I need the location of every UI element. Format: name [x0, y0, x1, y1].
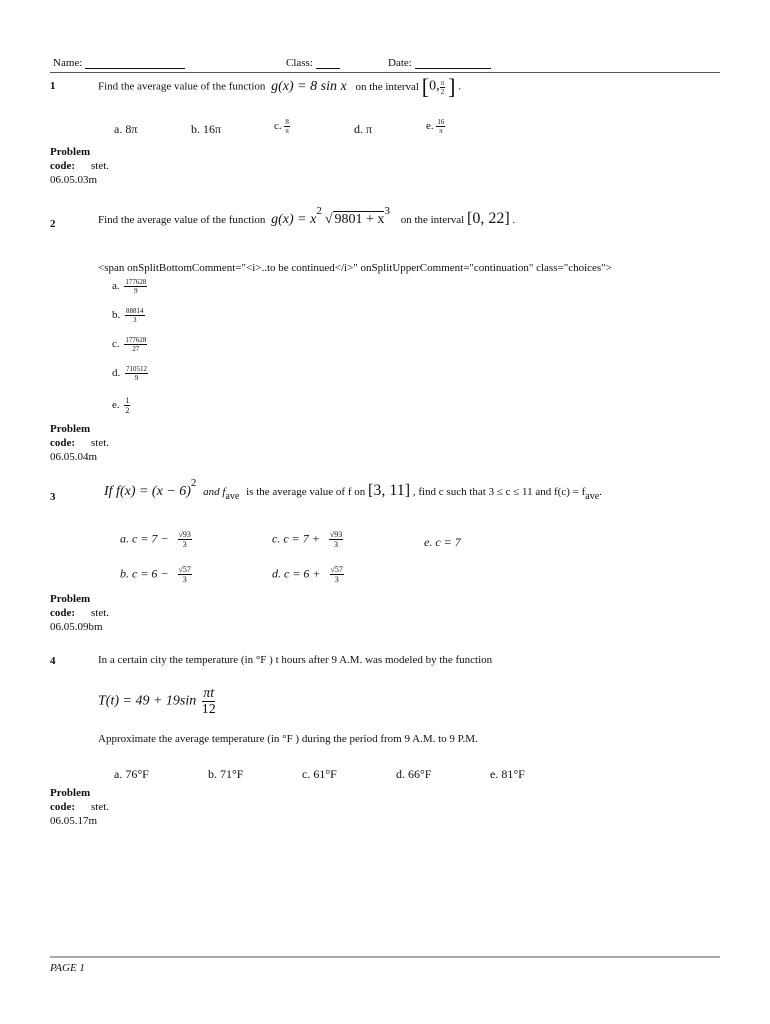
p3-choice-d[interactable] [272, 565, 344, 584]
class-field[interactable] [286, 56, 340, 69]
p3-choice-d-num: √57 [330, 565, 343, 574]
p1-choice-e-num: 16 [437, 118, 445, 126]
p1-choice-b[interactable]: b. 16π [191, 122, 222, 136]
problem-3-code [50, 592, 109, 634]
p2-choice-c-num: 177628 [125, 336, 147, 344]
problem-1-frac-num: π [440, 78, 445, 87]
problem-4-formula-num: πt [203, 686, 215, 701]
problem-2-prompt: Find the average value of the function [98, 214, 266, 226]
name-label: Name: [53, 57, 83, 69]
p2-choice-c-frac [124, 336, 147, 353]
p4-code-label: Problem code: [50, 787, 91, 813]
date-blank[interactable] [415, 56, 491, 69]
p2-choice-d-num: 710512 [126, 365, 147, 373]
p2-choice-c-den: 27 [132, 345, 140, 353]
p2-choice-b[interactable] [112, 307, 145, 324]
date-label: Date: [388, 57, 412, 69]
p3-code-id: 06.05.09bm [50, 621, 103, 633]
p3-choice-d-rad: 57 [334, 565, 343, 574]
problem-1-bracket-open: [ [421, 74, 430, 99]
p2-choice-a-frac [124, 278, 147, 295]
problem-4-formula [98, 686, 216, 717]
class-blank[interactable] [316, 56, 340, 69]
p2-code-id: 06.05.04m [50, 451, 98, 463]
p3-choice-a-rad: 93 [182, 530, 191, 539]
page-label: PAGE 1 [50, 962, 85, 974]
p2-choice-a-label: a. [112, 280, 120, 293]
p3-choice-b-num: √57 [178, 565, 191, 574]
p2-choice-b-frac [125, 307, 145, 324]
problem-1-number: 1 [50, 80, 56, 92]
p2-choice-c-label: c. [112, 338, 120, 351]
problem-3-interval: [3, 11] [368, 482, 411, 499]
p2-choice-d-den: 9 [134, 374, 139, 382]
p1-choice-e[interactable] [426, 118, 445, 135]
p3-choice-d-text: d. c = 6 + [272, 566, 321, 581]
problem-1-frac-den: 2 [440, 87, 445, 96]
p1-choice-c-den: π [285, 127, 289, 135]
p4-choice-e[interactable]: e. 81°F [490, 767, 525, 781]
problem-2-raw-markup: <span onSplitBottomComment="<i>..to be continued</i>" onSplitUpperComment="continuation" class="choices"> [98, 262, 612, 274]
p1-code-id: 06.05.03m [50, 174, 98, 186]
p3-choice-a-den: 3 [182, 540, 187, 549]
p2-choice-e-num: 1 [125, 396, 130, 405]
problem-4-prompt: In a certain city the temperature (in °F ) t hours after 9 A.M. was modeled by the function [98, 654, 493, 666]
problem-2-stem [98, 205, 516, 228]
problem-2-interval: [0, 22] [466, 210, 510, 227]
problem-2-period: . [512, 214, 516, 226]
problem-2-function-left: g(x) = x [271, 212, 317, 227]
p1-choice-c[interactable] [274, 118, 290, 135]
p2-choice-b-den: 3 [133, 316, 137, 324]
p3-choice-c-rad: 93 [334, 530, 343, 539]
p2-code-label: Problem code: [50, 423, 91, 449]
p4-code-id: 06.05.17m [50, 815, 98, 827]
problem-1-prompt: Find the average value of the function [98, 80, 266, 93]
problem-2-radicand: 9801 + x [334, 212, 385, 227]
problem-3-find: , find c such that 3 ≤ c ≤ 11 and f(c) = f [412, 486, 586, 498]
footer-rule [50, 956, 720, 958]
problem-1-code [50, 145, 109, 187]
problem-3-sub-ave: ave [225, 491, 240, 502]
problem-3-and: and f [203, 486, 226, 498]
p3-choice-e[interactable]: e. c = 7 [424, 535, 461, 549]
problem-1-interval-left: 0, [429, 78, 440, 94]
p3-code-value: stet. [91, 607, 110, 619]
problem-3-if: If f(x) = (x − 6) [104, 484, 191, 499]
p1-choice-c-label: c. [274, 120, 282, 133]
p1-choice-a[interactable]: a. 8π [114, 122, 138, 136]
p3-choice-b-den: 3 [182, 575, 187, 584]
p2-choice-b-label: b. [112, 309, 121, 322]
p3-choice-c-frac [329, 530, 343, 549]
p3-choice-d-den: 3 [334, 575, 339, 584]
problem-3-avg: is the average value of f on [246, 486, 366, 498]
p3-choice-b-text: b. c = 6 − [120, 566, 169, 581]
p1-choice-e-frac [436, 118, 445, 135]
p1-code-label: Problem code: [50, 146, 91, 172]
p4-choice-b[interactable]: b. 71°F [208, 767, 244, 781]
header-rule [50, 72, 720, 73]
problem-1-stem [98, 76, 461, 98]
problem-3-number: 3 [50, 491, 56, 503]
p3-code-label: Problem code: [50, 593, 91, 619]
p2-choice-d[interactable] [112, 365, 148, 382]
p2-choice-c[interactable] [112, 336, 147, 353]
problem-2-number: 2 [50, 218, 56, 230]
name-field[interactable] [53, 56, 185, 69]
p3-choice-b-rad: 57 [182, 565, 191, 574]
p3-choice-c-den: 3 [334, 540, 339, 549]
p1-choice-c-num: 8 [285, 118, 289, 126]
problem-4-number: 4 [50, 655, 56, 667]
problem-4-formula-den: 12 [201, 702, 216, 717]
problem-1-bracket-close: ] [448, 74, 456, 99]
p3-choice-c[interactable] [272, 530, 343, 549]
p4-choice-c[interactable]: c. 61°F [302, 767, 337, 781]
problem-3-sub-ave-2: ave [585, 491, 600, 502]
problem-2-root: √ 9801 + x [324, 212, 385, 227]
problem-1-period: . [458, 80, 461, 93]
p3-choice-a-text: a. c = 7 − [120, 531, 169, 546]
p1-choice-c-frac [284, 118, 290, 135]
p3-choice-c-text: c. c = 7 + [272, 531, 320, 546]
problem-2-code [50, 422, 109, 464]
p3-choice-c-num: √93 [329, 530, 343, 539]
p3-choice-a[interactable] [120, 530, 192, 549]
p2-choice-a-num: 177628 [125, 278, 147, 286]
name-blank[interactable] [85, 56, 185, 69]
p4-code-value: stet. [91, 801, 110, 813]
class-label: Class: [286, 57, 313, 69]
p4-choice-a[interactable]: a. 76°F [114, 767, 149, 781]
problem-2-root-index: 3 [384, 205, 390, 217]
problem-3-period: . [599, 486, 602, 498]
p3-choice-b[interactable] [120, 565, 192, 584]
problem-3-exp-2: 2 [190, 477, 197, 489]
p3-choice-a-num: √93 [178, 530, 191, 539]
p1-choice-d[interactable]: d. π [354, 122, 373, 136]
p2-choice-e-label: e. [112, 399, 120, 412]
p3-choice-b-frac [178, 565, 192, 584]
p2-choice-d-label: d. [112, 367, 121, 380]
p3-choice-a-frac [178, 530, 192, 549]
p2-choice-d-frac [125, 365, 148, 382]
p1-choice-e-label: e. [426, 120, 434, 133]
p1-choice-e-den: π [439, 127, 443, 135]
problem-1-function: g(x) = 8 sin x [271, 78, 347, 94]
p2-code-value: stet. [91, 437, 110, 449]
p1-code-value: stet. [91, 160, 110, 172]
p2-choice-a-den: 9 [134, 287, 138, 295]
problem-2-interval-label: on the interval [400, 214, 465, 226]
p3-choice-d-frac [330, 565, 344, 584]
p2-choice-a[interactable] [112, 278, 147, 295]
p2-choice-e[interactable] [112, 396, 130, 415]
problem-4-formula-frac [202, 686, 216, 717]
problem-4-code [50, 786, 109, 828]
problem-1-interval-label: on the interval [355, 80, 419, 93]
problem-1-interval-frac [440, 79, 446, 96]
p2-choice-e-den: 2 [125, 406, 130, 415]
problem-4-question: Approximate the average temperature (in °F ) during the period from 9 A.M. to 9 P.M. [98, 733, 478, 745]
p2-choice-b-num: 88814 [126, 307, 144, 315]
p2-choice-e-frac [124, 396, 130, 415]
problem-3-stem [104, 477, 602, 502]
p4-choice-d[interactable]: d. 66°F [396, 767, 432, 781]
problem-2-exp-2: 2 [316, 205, 322, 217]
problem-4-formula-left: T(t) = 49 + 19sin [98, 693, 197, 709]
date-field[interactable] [388, 56, 491, 69]
